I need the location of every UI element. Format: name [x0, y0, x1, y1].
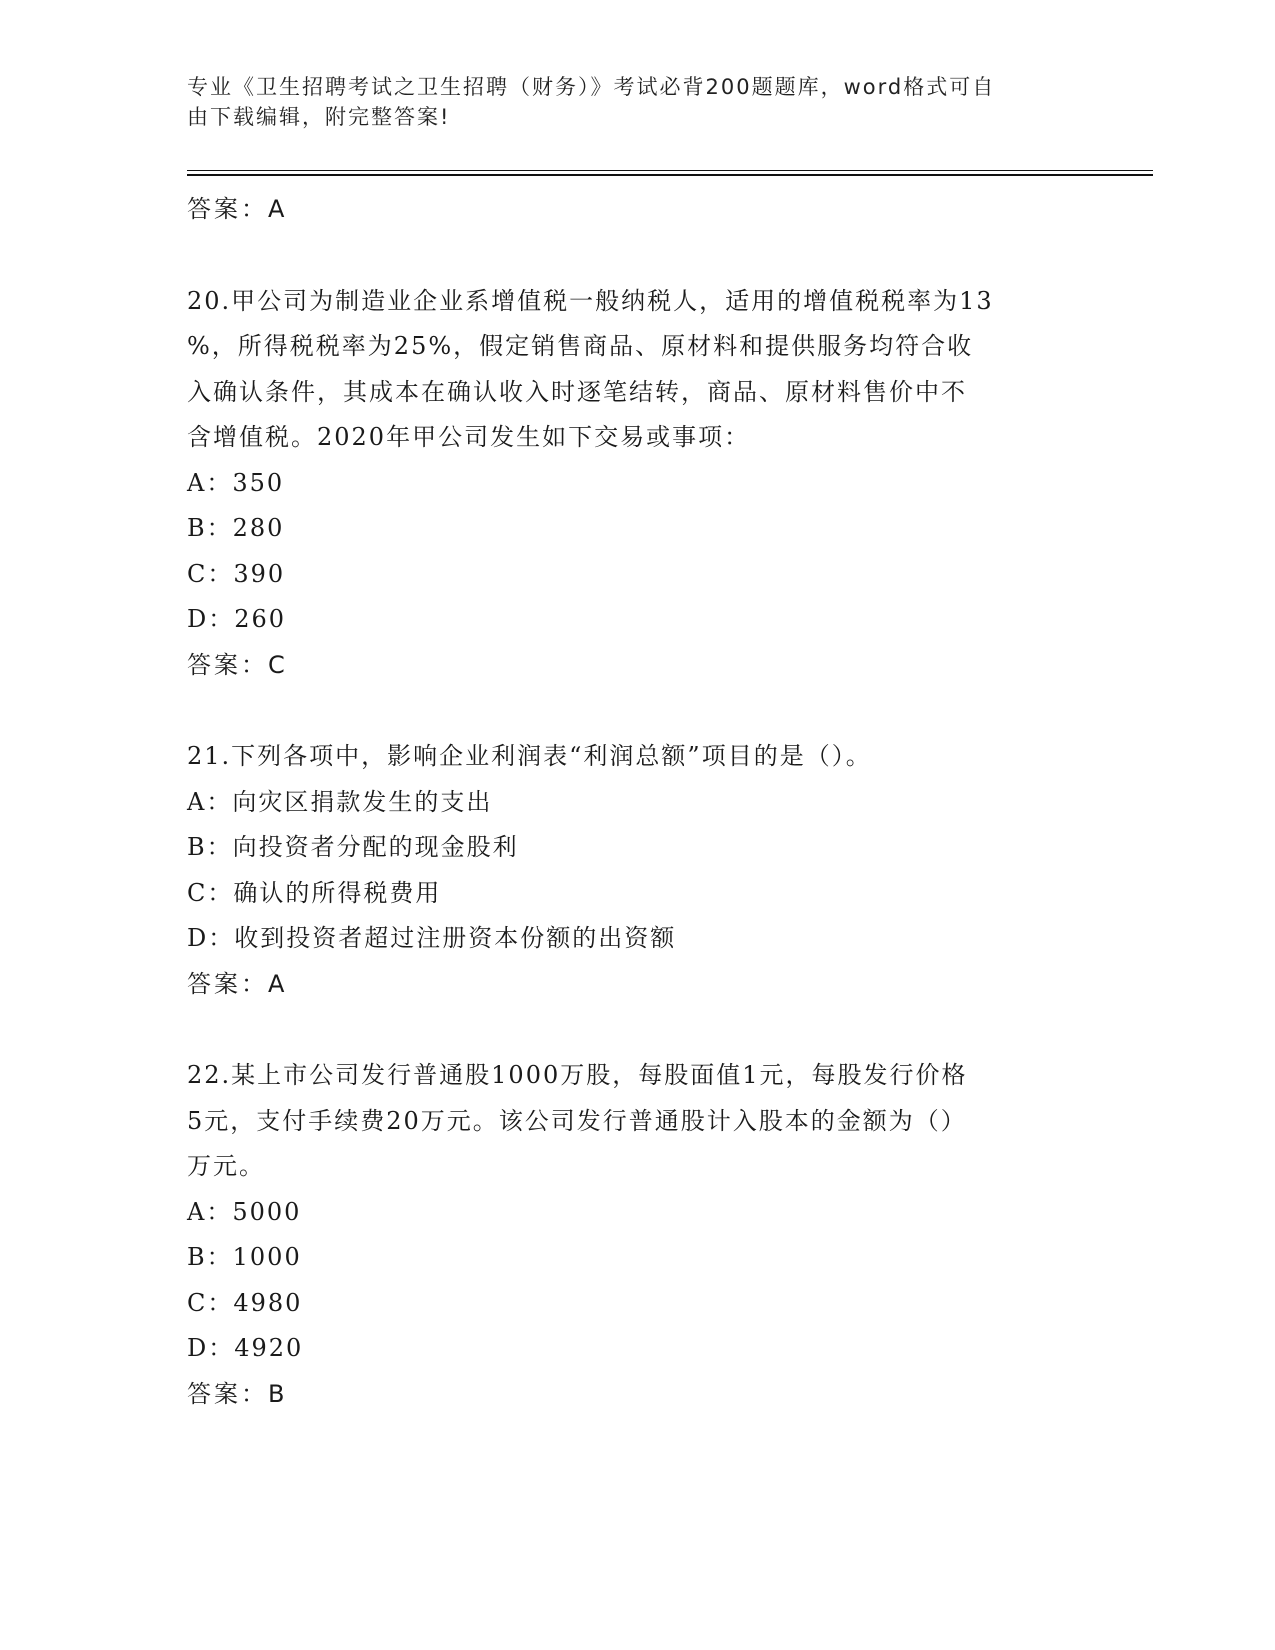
option-a: A：5000 [187, 1197, 302, 1226]
question-text-line: 20.甲公司为制造业企业系增值税一般纳税人，适用的增值税税率为13 [187, 286, 994, 315]
header-line-2: 由下载编辑，附完整答案! [187, 105, 451, 129]
question-text-line: 万元。 [187, 1152, 265, 1180]
answer-line: 答案：C [187, 650, 288, 679]
option-b: B：向投资者分配的现金股利 [187, 833, 519, 861]
answer-line: 答案：A [187, 195, 288, 223]
option-c: C：确认的所得税费用 [187, 878, 442, 907]
answer-line: 答案：B [187, 1379, 288, 1408]
option-b: B：280 [187, 514, 285, 542]
question-block-22 [187, 1053, 1087, 1417]
question-block-21 [187, 734, 1087, 1007]
question-text-line: 5元，支付手续费20万元。该公司发行普通股计入股本的金额为（） [187, 1106, 967, 1135]
answer-line: 答案：A [187, 969, 288, 998]
question-text-line: 含增值税。2020年甲公司发生如下交易或事项： [187, 423, 751, 451]
page-header [187, 72, 1067, 132]
question-content [187, 187, 1087, 1417]
option-c: C：4980 [187, 1288, 303, 1317]
question-text-line: 入确认条件，其成本在确认收入时逐笔结转，商品、原材料售价中不 [187, 377, 967, 406]
question-block-20 [187, 279, 1087, 689]
block-gap [187, 688, 1087, 734]
header-line-1: 专业《卫生招聘考试之卫生招聘（财务）》考试必背200题题库，word格式可自 [187, 75, 996, 99]
option-a: A：350 [187, 468, 285, 497]
option-c: C：390 [187, 559, 286, 588]
option-a: A：向灾区捐款发生的支出 [187, 787, 493, 816]
question-text-line: %，所得税税率为25%，假定销售商品、原材料和提供服务均符合收 [187, 332, 974, 360]
header-divider-thin [187, 170, 1153, 171]
option-d: D：260 [187, 605, 287, 633]
block-gap [187, 233, 1087, 279]
option-d: D：收到投资者超过注册资本份额的出资额 [187, 924, 677, 952]
option-d: D：4920 [187, 1334, 304, 1362]
header-divider-thick [187, 174, 1153, 176]
option-b: B：1000 [187, 1243, 302, 1271]
question-text-line: 21.下列各项中，影响企业利润表“利润总额”项目的是（）。 [187, 742, 872, 770]
question-text-line: 22.某上市公司发行普通股1000万股，每股面值1元，每股发行价格 [187, 1061, 968, 1089]
block-gap [187, 1007, 1087, 1053]
